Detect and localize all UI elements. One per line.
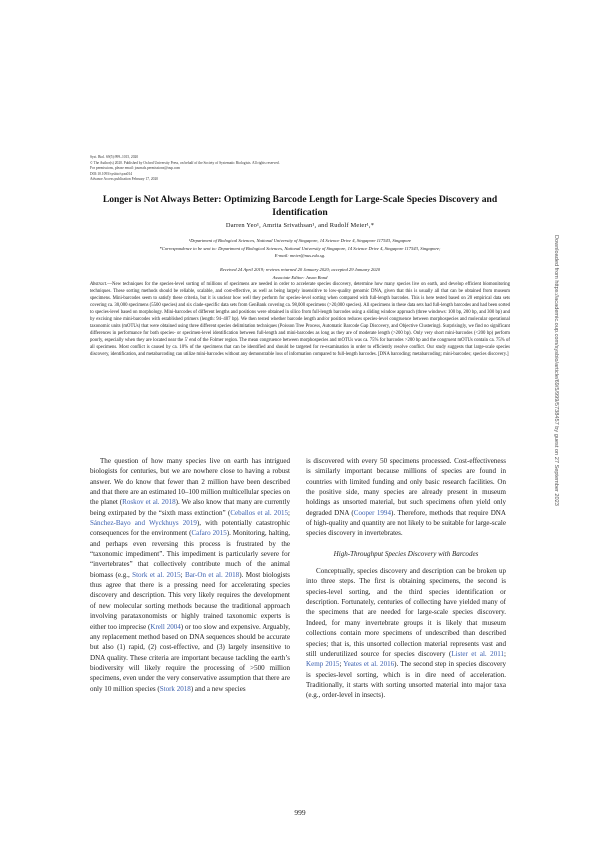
text-run: ). We also know that many are currently being extirpated by the “sixth mass extinction” (	[90, 498, 290, 517]
citation-link[interactable]: Kemp 2015	[306, 660, 340, 669]
text-run: ), with potentially catastrophic consequences for the environment (	[90, 519, 291, 538]
download-watermark: Downloaded from https://academic.oup.com/sysbio/article/69/5/999/5738457 by guest on 27 September 2023	[553, 235, 559, 506]
section-heading: High-Throughput Species Discovery with Barcodes	[333, 549, 479, 558]
text-run: ). Most biologists thus agree that there is a pressing need for accelerating species discovery and description. This very likely requires the development of new molecular sorting methods because the traditional approach involving parataxonomists or highly trained taxonomic experts is either too imprecise (	[90, 570, 291, 631]
meta-line: For permissions, please email: journals.permissions@oup.com	[90, 166, 181, 171]
page-number: 999	[294, 808, 306, 817]
text-run: ). The second step in species discovery is species-level sorting, which is in dire need of acceleration. Traditionally, it starts with sorting unsorted material into major taxa (e.g., order-level in insects).	[306, 660, 506, 700]
article-title: Longer is Not Always Better: Optimizing Barcode Length for Large-Scale Species Discovery and Identification	[102, 194, 498, 218]
text-run: ;	[288, 508, 290, 517]
meta-line: Advance Access publication February 17, 2020	[90, 177, 159, 182]
citation-link[interactable]: Cafaro 2015	[191, 529, 227, 538]
citation-link[interactable]: Ceballos et al. 2015	[230, 508, 289, 517]
paragraph	[306, 566, 506, 700]
text-run: Conceptually, species discovery and description can be broken up into three steps. The first is obtaining specimens, the second is species-level sorting, and the third species identification or description. Fortunately, centuries of collecting have yielded many of the specimens that are needed for large-scale species discovery. Indeed, for many invertebrate groups it is likely that museum collections contain more specimens of undescribed than described species; that is, this unsorted collection material represents vast and still underutilized source for species discovery (	[306, 567, 506, 658]
affiliations	[80, 237, 520, 260]
citation-link[interactable]: Sánchez-Bayo and Wyckhuys 2019	[90, 519, 197, 528]
email-line: E-mail: meier@nus.edu.sg.	[274, 253, 326, 259]
abstract-label: Abstract.	[90, 282, 108, 287]
correspondence-line: *Correspondence to be sent to: Department of Biological Sciences, National University of Singapore, 14 Science Drive 4, Singapore 117543, Singapore;	[159, 245, 441, 251]
citation-link[interactable]: Stork et al. 2015	[132, 570, 181, 579]
body-column-right	[306, 456, 506, 701]
meta-line: © The Author(s) 2020. Published by Oxford University Press, on behalf of the Society of Systematic Biologists. All rights reserved.	[90, 160, 280, 165]
citation-link[interactable]: Krell 2004	[150, 622, 181, 631]
editor-line: Associate Editor: Jason Bond	[272, 274, 328, 280]
abstract	[90, 281, 510, 359]
text-run: is discovered with every 50 specimens processed. Cost-effectiveness is similarly important because millions of species are found in countries with limited funding and only basic research facilities. On the positive side, many species are already present in museum holdings as unsorted material, but such specimens often yield only degraded DNA (	[306, 457, 506, 517]
citation-link[interactable]: Stork 2018	[159, 684, 191, 693]
meta-line: DOI:10.1093/sysbio/syaa014	[90, 171, 133, 176]
text-run: ;	[339, 660, 344, 669]
article-dates	[80, 266, 520, 281]
text-run: ) and a new species	[190, 684, 246, 693]
affiliation-line: ¹Department of Biological Sciences, National University of Singapore, 14 Science Drive 4, Singapore 117543, Singapore	[188, 238, 412, 243]
abstract-text: —New techniques for the species-level sorting of millions of specimens are needed in order to accelerate species discovery, determine how many species live on earth, and develop efficient biomonitoring techniques. These sorting methods should be reliable, scalable, and cost-effective, as well as being largely insensitive to low-quality genomic DNA, given that this is usually all that can be obtained from museum specimens. Mini-barcodes seem to satisfy these criteria, but it is unclear how well they perform for species-level sorting when compared with full-length barcodes. This is here tested based on 20 empirical data sets covering ca. 30,000 specimens (5500 species) and six clade-specific data sets from GenBank covering ca. 98,000 specimens (>20,000 species). All specimens in these data sets had full-length barcodes and had been sorted to species-level based on morphology. Mini-barcodes of different lengths and positions were obtained in silico from full-length barcodes using a sliding window approach (three windows: 100 bp, 200 bp, and 300 bp) and by excising nine mini-barcodes with established primers (length: 94–407 bp). We then tested whether barcode length and/or position reduces species-level congruence between morphospecies and molecular operational taxonomic units (mOTUs) that were obtained using three different species delimitation techniques (Poisson Tree Process, Automatic Barcode Gap Discovery, and Objective Clustering). Surprisingly, we find no significant differences in performance for both species- or specimen-level identification between full-length and mini-barcodes as long as they are of moderate length (>200 bp). Only very short mini-barcodes (<200 bp) perform poorly, especially when they are located near the 5′ end of the Folmer region. The mean congruence between morphospecies and mOTUs was ca. 75% for barcodes >200 bp and the congruent mOTUs contain ca. 75% of all specimens. Most conflict is caused by ca. 10% of the specimens that can be identified and should be targeted for re-examination in order to efficiently resolve conflict. Our study suggests that large-scale species discovery, identification, and metabarcoding can utilize mini-barcodes without any demonstrable loss of information compared to full-length barcodes. [DNA barcoding; metabarcoding; mini-barcodes; species discovery.]	[90, 282, 510, 358]
received-line: Received 24 April 2019; reviews returned 20 January 2020; accepted 29 January 2020	[219, 267, 381, 272]
author-list: Darren Yeo¹, Amrita Srivathsan¹, and Rudolf Meier¹,*	[225, 222, 375, 229]
text-run: ). Monitoring, halting, and perhaps even reversing this process is frustrated by the “taxonomic impediment”. This impediment is particularly severe for “invertebrates” that collectively contribute much of the animal biomass (e.g.,	[90, 529, 290, 579]
citation-link[interactable]: Bar-On et al. 2018	[185, 570, 240, 579]
paragraph	[90, 456, 290, 694]
journal-meta	[90, 155, 390, 183]
body-column-left	[90, 456, 290, 694]
citation-link[interactable]: Yeates et al. 2016	[343, 660, 395, 669]
text-run: The question of how many species live on earth has intrigued biologists for centuries, but we are nowhere close to having a robust answer. We do know that fewer than 2 million have been described and that there are an estimated 10–100 million multicellular species on the planet (	[90, 457, 290, 507]
citation-link[interactable]: Cooper 1994	[353, 508, 391, 517]
text-run: ;	[504, 649, 506, 658]
text-run: ) or too slow and expensive. Arguably, any replacement method based on DNA sequences should be accurate but also (1) rapid, (2) cost-effective, and (3) largely insensitive to DNA quality. These criteria are important because tackling the earth’s biodiversity will likely require the processing of >500 million specimens, even under the very conservative assumption that there are only 10 million species (	[90, 622, 290, 693]
meta-line: Syst. Biol. 69(5):999–1015, 2020	[90, 155, 139, 159]
paragraph	[306, 456, 506, 539]
citation-link[interactable]: Roskov et al. 2018	[122, 498, 176, 507]
citation-link[interactable]: Lister et al. 2011	[451, 649, 505, 658]
text-run: ). Therefore, methods that require DNA of high-quality and quantity are not likely to be suitable for large-scale species discovery in invertebrates.	[306, 508, 506, 538]
text-run: ;	[180, 570, 186, 579]
